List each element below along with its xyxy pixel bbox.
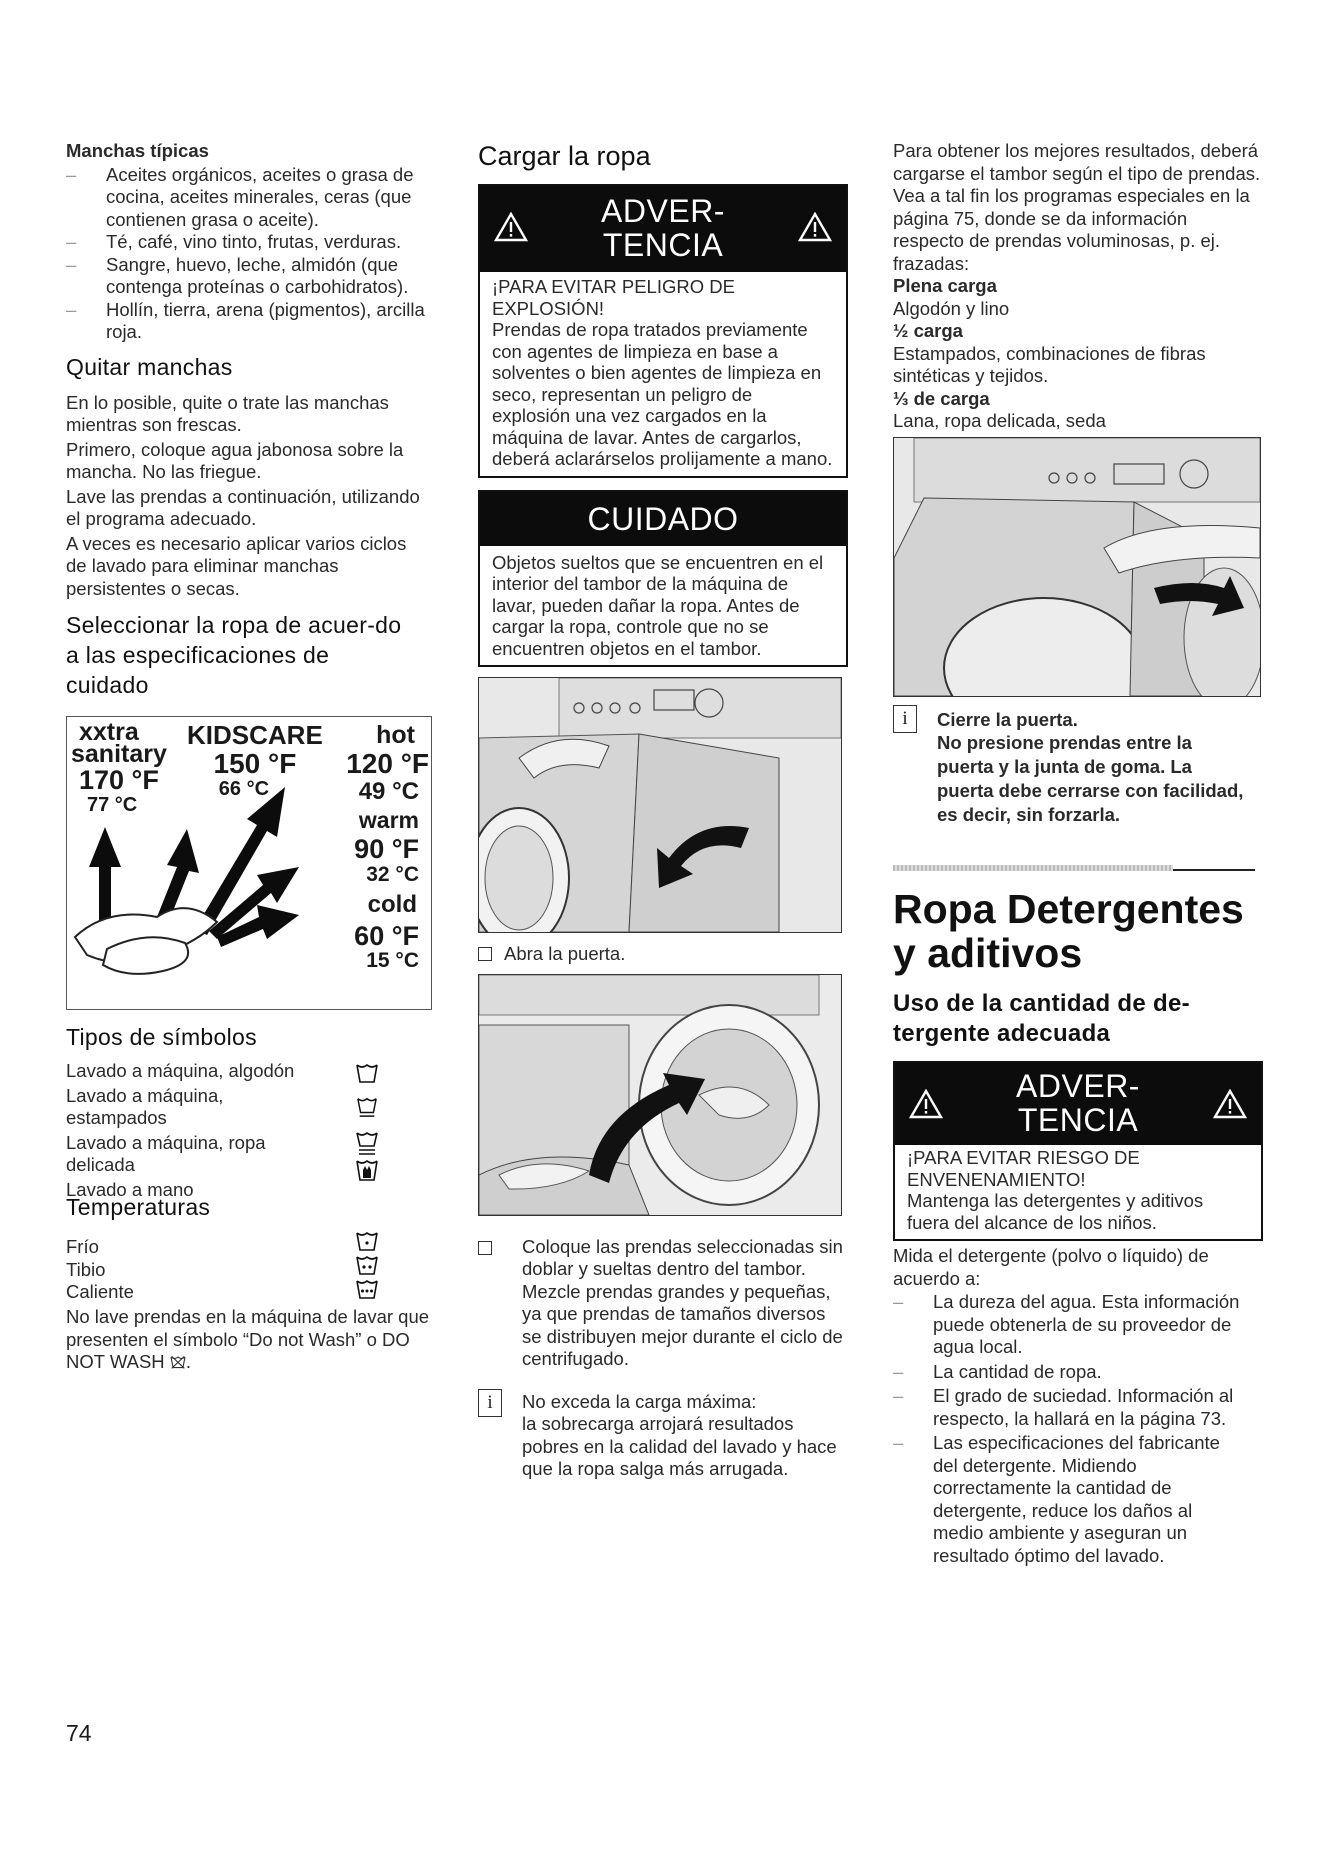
close-door-illustration [893,437,1261,697]
washer-open-door-drawing [479,678,841,932]
measure-intro: Mida el detergente (polvo o líquido) de acuerdo a: [893,1245,1209,1289]
paragraph: Lave las prendas a continuación, utilizando el programa adecuado. [66,485,420,529]
list-item: – Hollín, tierra, arena (pigmentos), arcilla roja. [66,299,430,344]
caution-body: Objetos sueltos que se encuentren en el interior del tambor de la máquina de lavar, pueden dañar la ropa. Antes de cargar la ropa, controle que no se encuentren objetos en el tambor. [492,551,824,659]
close-door-body: No presione prendas entre la puerta y la junta de goma. La puerta debe cerrarse con facilidad, es decir, sin forzarla. [937,732,1244,825]
warm-wash-icon [356,1254,378,1276]
warning-header [895,1063,1261,1145]
load-half-head: ½ carga [893,320,963,341]
load-full-text: Algodón y lino [893,297,1010,319]
caution-title: CUIDADO [587,500,739,537]
list-item: – La cantidad de ropa. [893,1361,1263,1384]
care-sanitary-c: 77 °C [87,794,138,816]
machine-wash-delicate-icon [356,1130,378,1156]
list-item: – Las especificaciones del fabricante del detergente. Midiendo correctamente la cantidad de detergente, reduce los daños al medio ambiente y aseguran un resultado óptimo del lavado. [893,1432,1233,1567]
list-item: Tibio [66,1258,106,1280]
do-not-wash-icon [170,1355,186,1369]
warning-triangle-icon [909,1089,943,1119]
list-item: – El grado de suciedad. Información al respecto, la hallará en la página 73. [893,1385,1263,1430]
list-item: – Té, café, vino tinto, frutas, verduras. [66,231,430,254]
symbols-title: Tipos de símbolos [66,1024,257,1050]
step-open-door: Abra la puerta. [504,943,626,964]
care-sanitary: sanitary [71,740,167,768]
column-left: Manchas típicas – Aceites orgánicos, aceites o grasa de cocina, aceites minerales, ceras (que contienen grasa o aceite). – Té, café, vino tinto, frutas, verduras. – Sangre, huevo, leche, almidón (que contenga proteínas o carbohidratos). – Hollín, tierra, arena (pigmentos), arcilla roja. Quitar manchas En lo posible, quite o trate las manchas mientras son frescas. Primero, coloque agua jabonosa sobre la mancha. No las friegue. Lave las prendas a continuación, utilizando el programa adecuado. A veces es necesario aplicar varios ciclos de lavado para eliminar manchas persistentes o secas. Seleccionar la ropa de acuer-do a las especificaciones de cuidado xxtra sanitary 170 °F 77 °C KIDSCARE 150 °F 66 °C hot 120 °F 49 °C warm 90 °F 32 °C cold 60 °F 15 °C Tipos de símbolos Lavado a máquina, algodón Lavado a máquina, estampados Lavado a máquina, ropa delicada Lavado a mano Temperaturas Frío Tibio Caliente No lave prendas en la máquina de lavar que presenten el símbolo “Do not Wash” o DO NOT WASH . [66,140,430,1374]
arrows-and-clothes-drawing [67,717,431,1009]
list-item: Lavado a máquina, algodón [66,1060,295,1081]
checkbox-icon [478,947,492,961]
warning-title-line1: ADVER- [601,193,725,229]
checkbox-icon [478,1241,492,1255]
care-kidscare: KIDSCARE [187,720,323,750]
column-middle [478,140,848,1481]
warning-header [480,186,846,272]
symbols-list [66,1060,430,1200]
load-intro: Para obtener los mejores resultados, deberá cargarse el tambor según el tipo de prendas. Vea a tal fin los programas especiales en la página 75, donde se da información respecto de prendas voluminosas, p. ej. frazadas: [893,140,1261,274]
section-rule [893,865,1255,871]
warning-title-line2: TENCIA [1017,1102,1139,1138]
measure-list [893,1291,1263,1567]
care-warm: warm [358,807,419,833]
stains-title: Manchas típicas [66,140,209,161]
care-cold: cold [367,891,417,918]
machine-wash-permanent-press-icon [356,1096,378,1118]
warning-triangle-icon [494,212,528,242]
warning-lead: ¡PARA EVITAR PELIGRO DE EXPLOSIÓN! [492,276,735,319]
warning-lead: ¡PARA EVITAR RIESGO DE ENVENENAMIENTO! [907,1147,1140,1190]
list-item: – La dureza del agua. Esta información puede obtenerla de su proveedor de agua local. [893,1291,1263,1359]
warning-box-poisoning [893,1061,1263,1241]
washer-loading-drawing [479,975,841,1215]
warning-body: Mantenga las detergentes y aditivos fuera del alcance de los niños. [907,1190,1204,1233]
select-title: Seleccionar la ropa de acuer-do a las especificaciones de cuidado [66,612,402,698]
care-hot: hot [376,721,415,749]
info-lead: No exceda la carga máxima: [522,1390,757,1412]
remove-title: Quitar manchas [66,353,233,380]
washer-close-door-drawing [894,438,1260,696]
care-kidscare-f: 150 °F [213,748,297,779]
step-load-laundry: Coloque las prendas seleccionadas sin doblar y sueltas dentro del tambor. Mezcle prendas grandes y pequeñas, ya que prendas de tamaños diversos se distribuyen mejor durante el ciclo de centrifugado. [522,1235,843,1369]
warning-title-line1: ADVER- [1016,1068,1140,1104]
machine-wash-cotton-icon [356,1062,378,1084]
temps-title: Temperaturas [66,1194,211,1220]
warning-title-line2: TENCIA [602,227,724,263]
list-item: Lavado a máquina, estampados [66,1084,224,1128]
caution-box [478,490,848,668]
care-cold-c: 15 °C [366,949,419,972]
warning-triangle-icon [1213,1089,1247,1119]
care-sanitary-f: 170 °F [79,765,159,795]
info-icon: i [478,1389,502,1417]
care-label-illustration [66,716,432,1010]
caution-header [480,492,846,546]
temps-list [66,1236,430,1306]
list-item: – Sangre, huevo, leche, almidón (que contenga proteínas o carbohidratos). [66,254,430,299]
load-full-head: Plena carga [893,275,997,296]
column-right [893,140,1263,1567]
warning-body: Prendas de ropa tratados previamente con agentes de limpieza en base a solventes o bien agentes de limpieza en seco, representan un peligro de explosión una vez cargados en la máquina de lavar. Antes de cargarlos, deberá aclarárselos prolijamente a mano. [492,319,833,469]
load-laundry-illustration [478,974,842,1216]
cold-wash-icon [356,1230,378,1252]
paragraph: En lo posible, quite o trate las manchas mientras son frescas. [66,391,389,435]
hand-wash-icon [356,1158,378,1184]
stains-list [66,164,430,344]
close-door-lead: Cierre la puerta. [937,708,1078,730]
care-hot-f: 120 °F [346,748,429,779]
care-xxtra: xxtra [79,718,139,746]
warning-box-explosion [478,184,848,478]
care-warm-c: 32 °C [366,863,419,886]
load-third-text: Lana, ropa delicada, seda [893,410,1106,431]
open-door-illustration [478,677,842,933]
list-item: Caliente [66,1281,134,1302]
hot-wash-icon [356,1278,378,1300]
list-item: Lavado a mano [66,1178,194,1200]
care-kidscare-c: 66 °C [218,778,270,800]
load-third-head: ⅓ de carga [893,387,990,409]
paragraph: Primero, coloque agua jabonosa sobre la mancha. No las friegue. [66,438,404,482]
detergents-title: Ropa Detergentes y aditivos [893,886,1244,976]
list-item: Frío [66,1236,99,1257]
detergent-amount-title: Uso de la cantidad de de-tergente adecuada [893,990,1190,1047]
load-half-text: Estampados, combinaciones de fibras sintéticas y tejidos. [893,342,1206,386]
warning-triangle-icon [798,212,832,242]
care-cold-f: 60 °F [354,921,419,951]
load-title: Cargar la ropa [478,141,651,171]
list-item: Lavado a máquina, ropa delicada [66,1131,266,1175]
care-hot-c: 49 °C [358,778,419,805]
do-not-wash-note: No lave prendas en la máquina de lavar que presenten el símbolo “Do not Wash” o DO NOT WASH [66,1306,430,1372]
info-body: la sobrecarga arrojará resultados pobres en la calidad del lavado y hace que la ropa salga más arrugada. [522,1413,837,1479]
info-icon: i [893,705,917,733]
list-item: – Aceites orgánicos, aceites o grasa de cocina, aceites minerales, ceras (que contienen grasa o aceite). [66,164,430,232]
care-warm-f: 90 °F [354,834,419,864]
paragraph: A veces es necesario aplicar varios ciclos de lavado para eliminar manchas persistentes o secas. [66,532,407,599]
page-number: 74 [66,1720,92,1746]
